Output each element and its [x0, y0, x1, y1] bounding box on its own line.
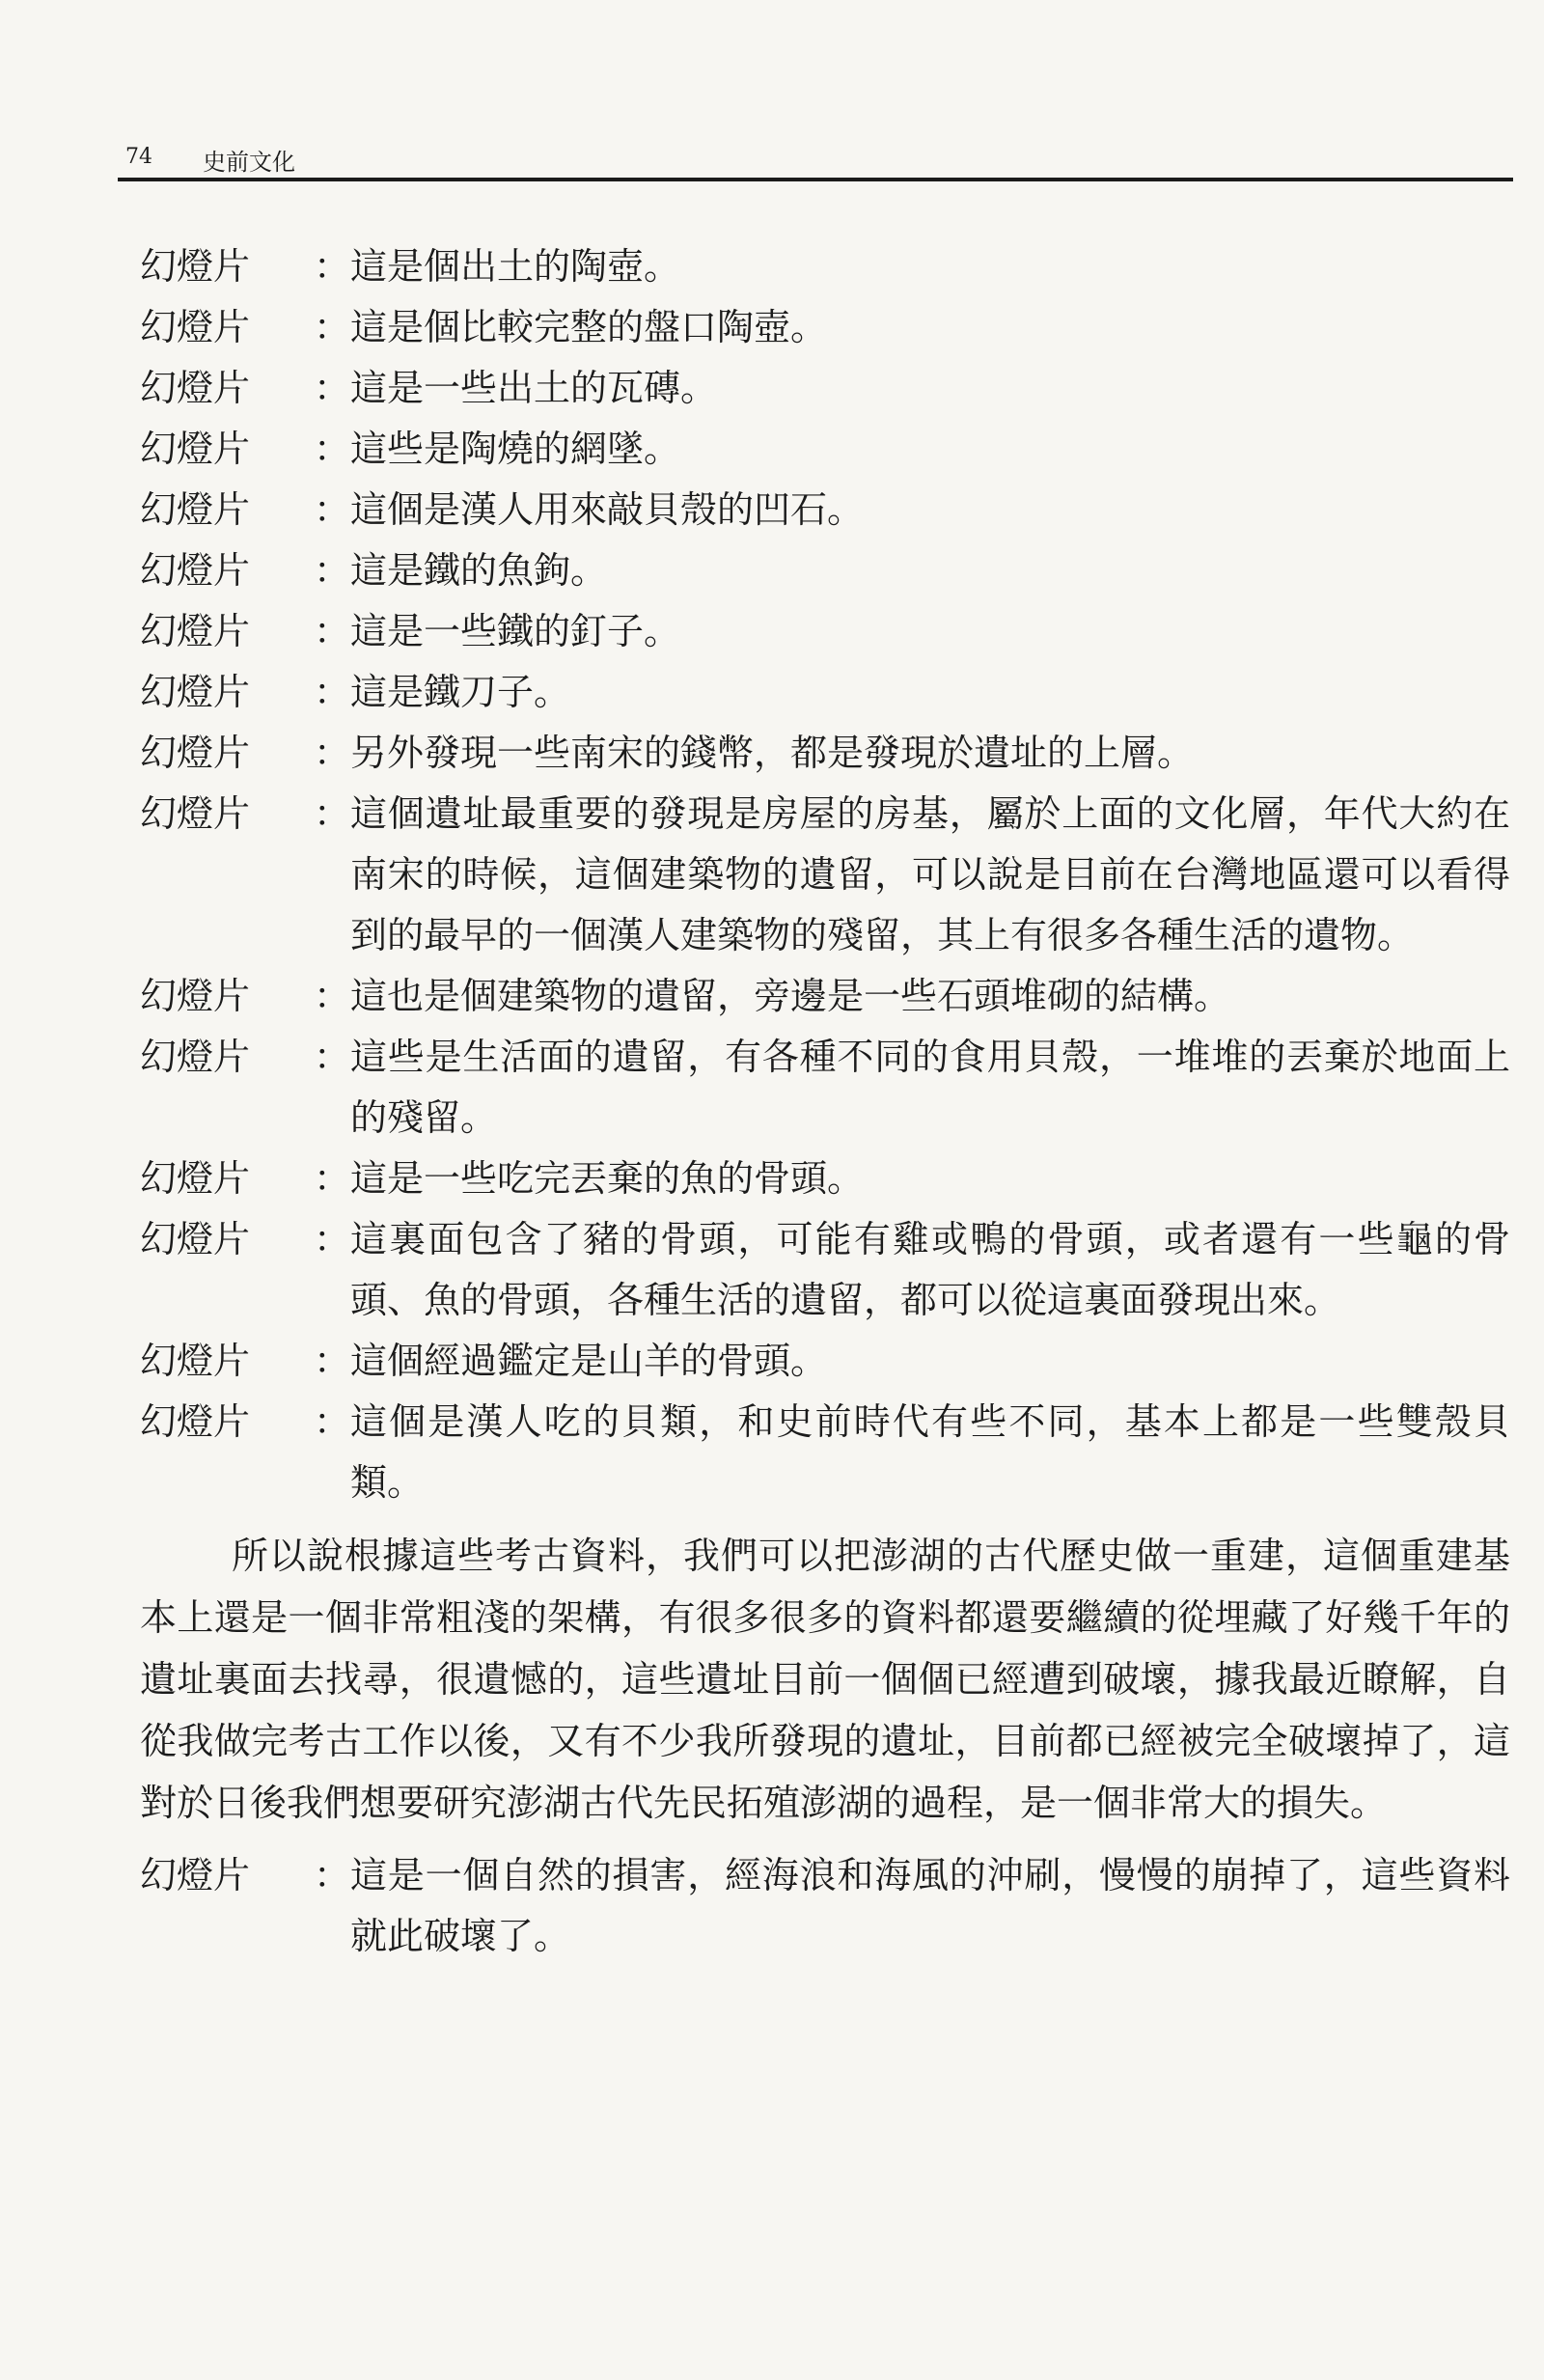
colon: ：: [314, 975, 351, 1017]
page-body: [140, 236, 1510, 1967]
slide-label: 幻燈片: [140, 245, 251, 288]
slide-text: 這是鐵刀子。: [350, 671, 571, 713]
colon: ：: [314, 1340, 351, 1382]
slide-label: 幻燈片: [140, 792, 251, 835]
header-rule: [118, 178, 1513, 181]
slide-text: 這個經過鑑定是山羊的骨頭。: [350, 1340, 828, 1382]
slide-text: 這個遺址最重要的發現是房屋的房基，屬於上面的文化層，年代大約在南宋的時候，這個建築物的遺留，可以說是目前在台灣地區還可以看得到的最早的一個漢人建築物的殘留，其上有很多各種生活的遺物。: [350, 792, 1510, 956]
colon: ：: [314, 610, 351, 652]
colon: ：: [314, 732, 351, 774]
slide-text: 這個是漢人吃的貝類，和史前時代有些不同，基本上都是一些雙殼貝類。: [350, 1400, 1510, 1504]
page-header: [118, 135, 1513, 183]
colon: ：: [314, 549, 351, 592]
slide-label: 幻燈片: [140, 367, 251, 409]
slide-text: 這些是生活面的遺留，有各種不同的食用貝殼，一堆堆的丟棄於地面上的殘留。: [350, 1036, 1510, 1139]
slide-text: 這是一些鐵的釘子。: [350, 610, 681, 652]
slide-entry: [140, 1331, 1510, 1392]
colon: ：: [314, 1218, 351, 1260]
slide-entry: [140, 419, 1510, 480]
colon: ：: [314, 792, 351, 835]
slide-text: 這是一些出土的瓦磚。: [350, 367, 718, 409]
slide-label: 幻燈片: [140, 732, 251, 774]
slide-entry-final: [140, 1845, 1510, 1967]
slide-entry: [140, 662, 1510, 723]
slide-text: 另外發現一些南宋的錢幣，都是發現於遺址的上層。: [350, 732, 1195, 774]
slide-label: 幻燈片: [140, 428, 251, 470]
slide-entry: [140, 1392, 1510, 1513]
slide-entry: [140, 723, 1510, 784]
slide-text: 這是一個自然的損害，經海浪和海風的沖刷，慢慢的崩掉了，這些資料就此破壞了。: [350, 1854, 1510, 1957]
slide-label: 幻燈片: [140, 1036, 251, 1078]
slide-text: 這是鐵的魚鉤。: [350, 549, 608, 592]
slide-entry: [140, 358, 1510, 419]
slide-text: 這個是漢人用來敲貝殼的凹石。: [350, 488, 865, 531]
slide-label: 幻燈片: [140, 1854, 251, 1896]
colon: ：: [314, 1854, 351, 1896]
colon: ：: [314, 1157, 351, 1200]
slide-entry: [140, 297, 1510, 358]
slide-entry: [140, 1209, 1510, 1331]
slide-entry: [140, 1027, 1510, 1148]
slide-entry: [140, 966, 1510, 1027]
colon: ：: [314, 488, 351, 531]
slide-label: 幻燈片: [140, 610, 251, 652]
colon: ：: [314, 306, 351, 348]
slide-label: 幻燈片: [140, 1157, 251, 1200]
slide-text: 這是個出土的陶壺。: [350, 245, 681, 288]
body-paragraph: 所以說根據這些考古資料，我們可以把澎湖的古代歷史做一重建，這個重建基本上還是一個非常粗淺的架構，有很多很多的資料都還要繼續的從埋藏了好幾千年的遺址裏面去找尋，很遺憾的，這些遺址目前一個個已經遭到破壞，據我最近瞭解，自從我做完考古工作以後，又有不少我所發現的遺址，目前都已經被完全破壞掉了，這對於日後我們想要研究澎湖古代先民拓殖澎湖的過程，是一個非常大的損失。: [140, 1535, 1510, 1824]
slide-label: 幻燈片: [140, 975, 251, 1017]
colon: ：: [314, 1400, 351, 1443]
slide-text: 這些是陶燒的網墜。: [350, 428, 681, 470]
slide-label: 幻燈片: [140, 671, 251, 713]
slide-label: 幻燈片: [140, 1218, 251, 1260]
slide-label: 幻燈片: [140, 306, 251, 348]
slide-entry: [140, 480, 1510, 540]
slide-entry: [140, 601, 1510, 662]
slide-text: 這是一些吃完丟棄的魚的骨頭。: [350, 1157, 865, 1200]
colon: ：: [314, 367, 351, 409]
slide-text: 這是個比較完整的盤口陶壺。: [350, 306, 828, 348]
running-title: 史前文化: [203, 149, 295, 176]
slide-label: 幻燈片: [140, 488, 251, 531]
slide-entry: [140, 236, 1510, 297]
slide-label: 幻燈片: [140, 1340, 251, 1382]
colon: ：: [314, 245, 351, 288]
page-number: 74: [125, 145, 152, 169]
slide-label: 幻燈片: [140, 549, 251, 592]
colon: ：: [314, 1036, 351, 1078]
slide-label: 幻燈片: [140, 1400, 251, 1443]
slide-text: 這裏面包含了豬的骨頭，可能有雞或鴨的骨頭，或者還有一些龜的骨頭、魚的骨頭，各種生活的遺留，都可以從這裏面發現出來。: [350, 1218, 1510, 1321]
slide-entry: [140, 784, 1510, 966]
slide-entry: [140, 1148, 1510, 1209]
colon: ：: [314, 671, 351, 713]
slide-entry: [140, 540, 1510, 601]
slide-text: 這也是個建築物的遺留，旁邊是一些石頭堆砌的結構。: [350, 975, 1231, 1017]
colon: ：: [314, 428, 351, 470]
